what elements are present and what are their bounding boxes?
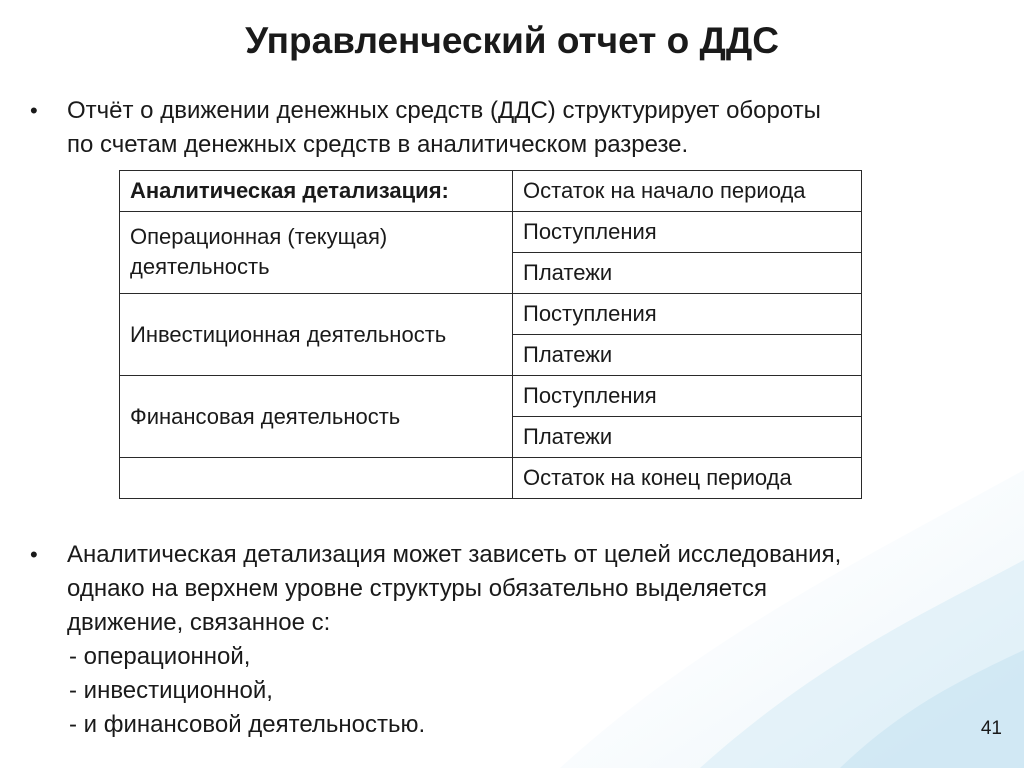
bullet-text	[67, 94, 1010, 162]
bullet-subitem: - инвестиционной,	[69, 677, 273, 704]
dds-structure-table	[119, 170, 862, 499]
table-row	[120, 294, 862, 335]
bullet-subitem: - и финансовой деятельностью.	[69, 711, 426, 738]
slide-title: Управленческий отчет о ДДС	[245, 20, 779, 61]
bullet-marker: •	[30, 542, 38, 567]
cell-operating-activity: Операционная (текущая) деятельность	[120, 212, 513, 294]
bullet-line: Отчёт о движении денежных средств (ДДС) структурирует обороты	[67, 97, 821, 124]
bullet-line: движение, связанное с:	[67, 609, 331, 636]
cell-payments: Платежи	[513, 335, 862, 376]
cell-receipts: Поступления	[513, 212, 862, 253]
bullet-line: по счетам денежных средств в аналитическом разрезе.	[67, 131, 689, 158]
cell-receipts: Поступления	[513, 294, 862, 335]
bullet-detail	[30, 538, 1010, 742]
cell-investing-activity: Инвестиционная деятельность	[120, 294, 513, 376]
bullet-text	[67, 538, 1010, 742]
bullet-subitem: - операционной,	[69, 643, 251, 670]
table-row	[120, 212, 862, 253]
cell-closing-balance: Остаток на конец периода	[513, 458, 862, 499]
header-cell-detail: Аналитическая детализация:	[120, 171, 513, 212]
bullet-line: однако на верхнем уровне структуры обязательно выделяется	[67, 575, 767, 602]
cell-opening-balance: Остаток на начало периода	[513, 171, 862, 212]
bullet-intro	[30, 94, 1010, 162]
cell-payments: Платежи	[513, 253, 862, 294]
cell-receipts: Поступления	[513, 376, 862, 417]
cell-empty	[120, 458, 513, 499]
cell-payments: Платежи	[513, 417, 862, 458]
page-number: 41	[980, 718, 1002, 739]
table-row-header	[120, 171, 862, 212]
table-row-footer	[120, 458, 862, 499]
cell-financing-activity: Финансовая деятельность	[120, 376, 513, 458]
bullet-line: Аналитическая детализация может зависеть от целей исследования,	[67, 541, 842, 568]
bullet-marker: •	[30, 98, 38, 123]
table-row	[120, 376, 862, 417]
